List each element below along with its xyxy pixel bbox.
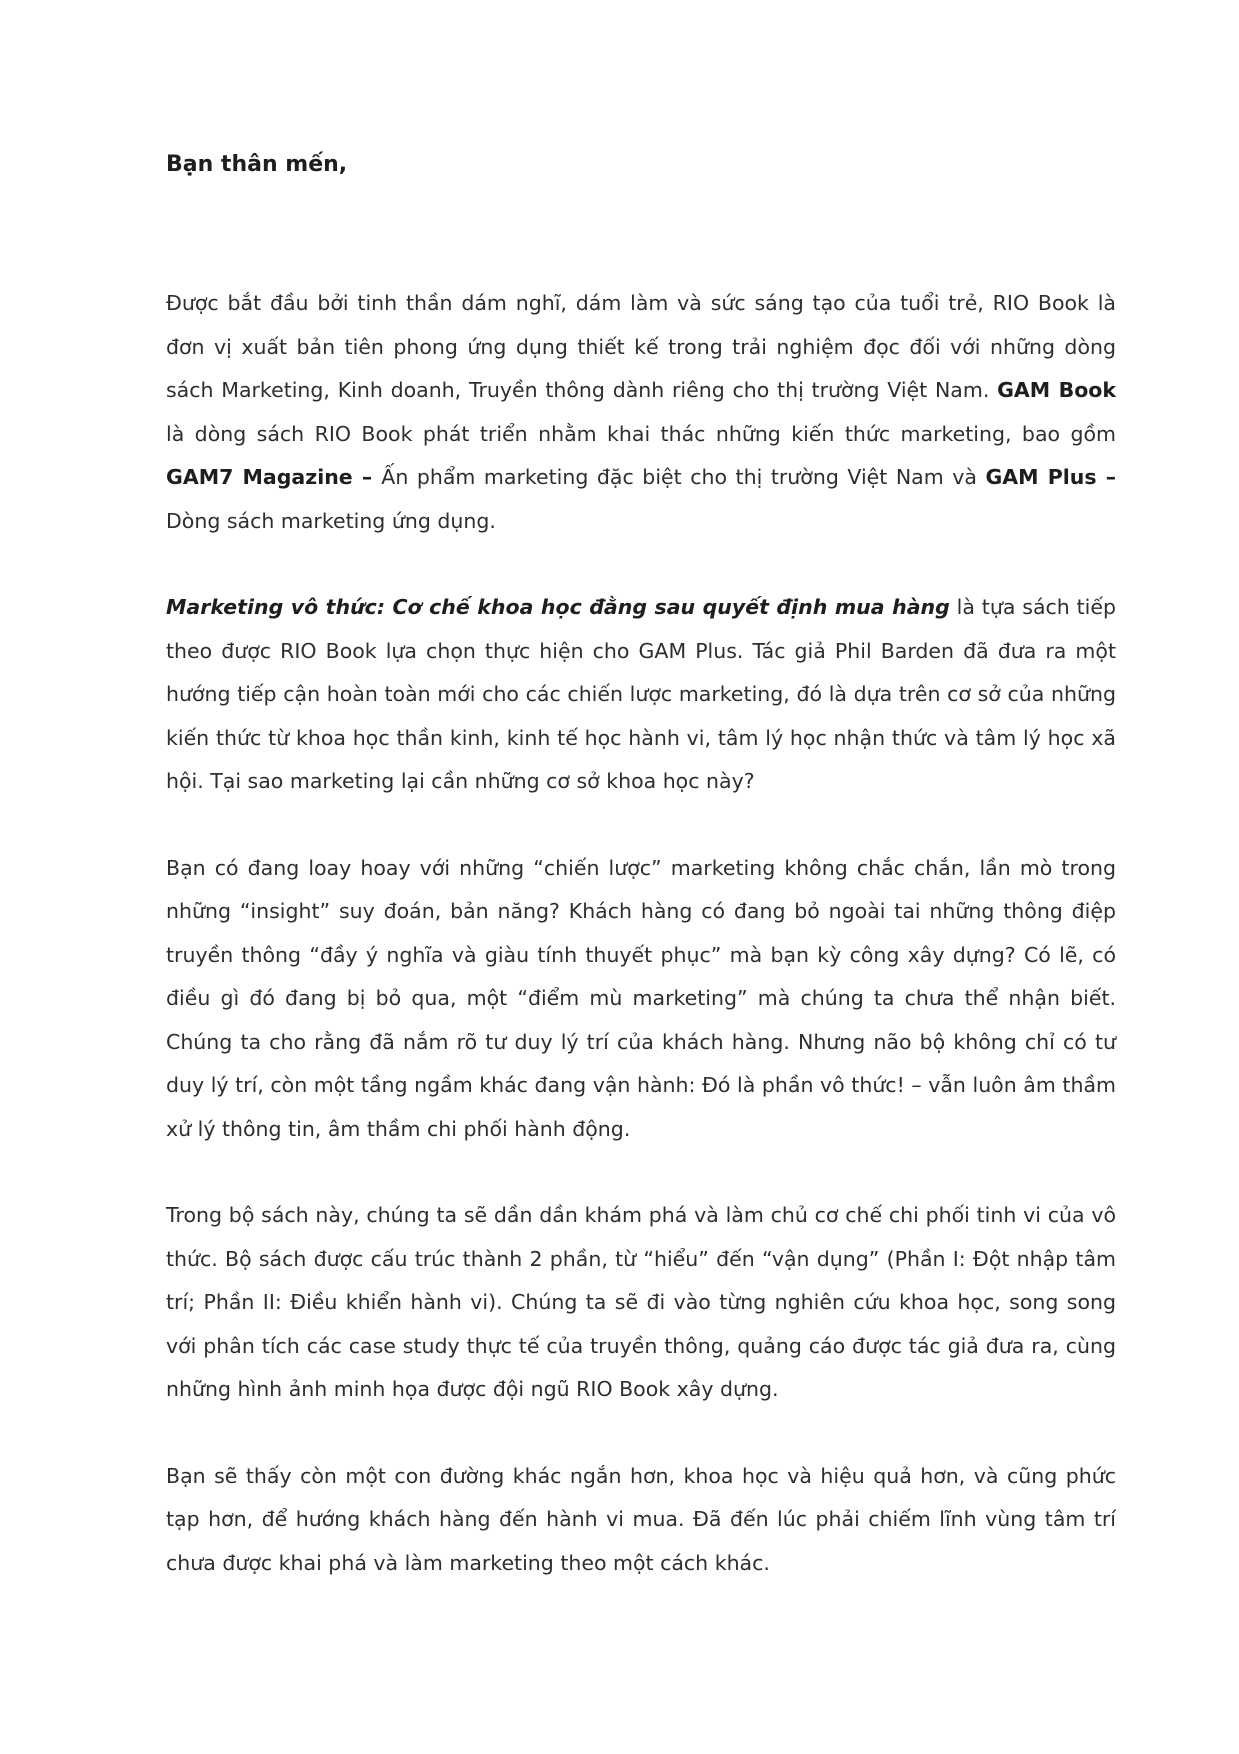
paragraph-book-title [166,586,1116,804]
book-title: Marketing vô thức: Cơ chế khoa học đằng sau quyết định mua hàng [166,595,950,619]
paragraph-closing: Bạn sẽ thấy còn một con đường khác ngắn hơn, khoa học và hiệu quả hơn, và cũng phức tạp hơn, để hướng khách hàng đến hành vi mua. Đã đến lúc phải chiếm lĩnh vùng tâm trí chưa được khai phá và làm marketing theo một cách khác. [166,1463,1116,1575]
greeting: Bạn thân mến, [166,152,348,177]
paragraph-intro [166,282,1116,543]
intro-text-2: là dòng sách RIO Book phát triển nhằm khai thác những kiến thức marketing, bao gồm [166,421,1116,446]
paragraph-structure: Trong bộ sách này, chúng ta sẽ dần dần khám phá và làm chủ cơ chế chi phối tinh vi của vô thức. Bộ sách được cấu trúc thành 2 phần, từ “hiểu” đến “vận dụng” (Phần I: Đột nhập tâm trí; Phần II: Điều khiển hành vi). Chúng ta sẽ đi vào từng nghiên cứu khoa học, song song với phân tích các case study thực tế của truyền thông, quảng cáo được tác giả đưa ra, cùng những hình ảnh minh họa được đội ngũ RIO Book xây dựng. [166,1203,1116,1401]
book-description: là tựa sách tiếp theo được RIO Book lựa chọn thực hiện cho GAM Plus. Tác giả Phil Barden đã đưa ra một hướng tiếp cận hoàn toàn mới cho các chiến lược marketing, đó là dựa trên cơ sở của những kiến thức từ khoa học thần kinh, kinh tế học hành vi, tâm lý học nhận thức và tâm lý học xã hội. Tại sao marketing lại cần những cơ sở khoa học này? [166,595,1116,793]
intro-text-3: Ấn phẩm marketing đặc biệt cho thị trường Việt Nam và [381,465,986,489]
gam7-magazine-bold: GAM7 Magazine – [166,465,382,489]
gam-book-bold: GAM Book [997,378,1116,402]
intro-text-1: Được bắt đầu bởi tinh thần dám nghĩ, dám làm và sức sáng tạo của tuổi trẻ, RIO Book là đơn vị xuất bản tiên phong ứng dụng thiết kế trong trải nghiệm đọc đối với những dòng sách Marketing, Kinh doanh, Truyền thông dành riêng cho thị trường Việt Nam. [166,291,1116,402]
gam-plus-bold: GAM Plus – [985,465,1116,489]
intro-text-4: Dòng sách marketing ứng dụng. [166,508,496,533]
letter-body [166,282,1116,1628]
paragraph-questions: Bạn có đang loay hoay với những “chiến lược” marketing không chắc chắn, lần mò trong những “insight” suy đoán, bản năng? Khách hàng có đang bỏ ngoài tai những thông điệp truyền thông “đầy ý nghĩa và giàu tính thuyết phục” mà bạn kỳ công xây dựng? Có lẽ, có điều gì đó đang bị bỏ qua, một “điểm mù marketing” mà chúng ta chưa thể nhận biết. Chúng ta cho rằng đã nắm rõ tư duy lý trí của khách hàng. Nhưng não bộ không chỉ có tư duy lý trí, còn một tầng ngầm khác đang vận hành: Đó là phần vô thức! – vẫn luôn âm thầm xử lý thông tin, âm thầm chi phối hành động. [166,855,1116,1141]
